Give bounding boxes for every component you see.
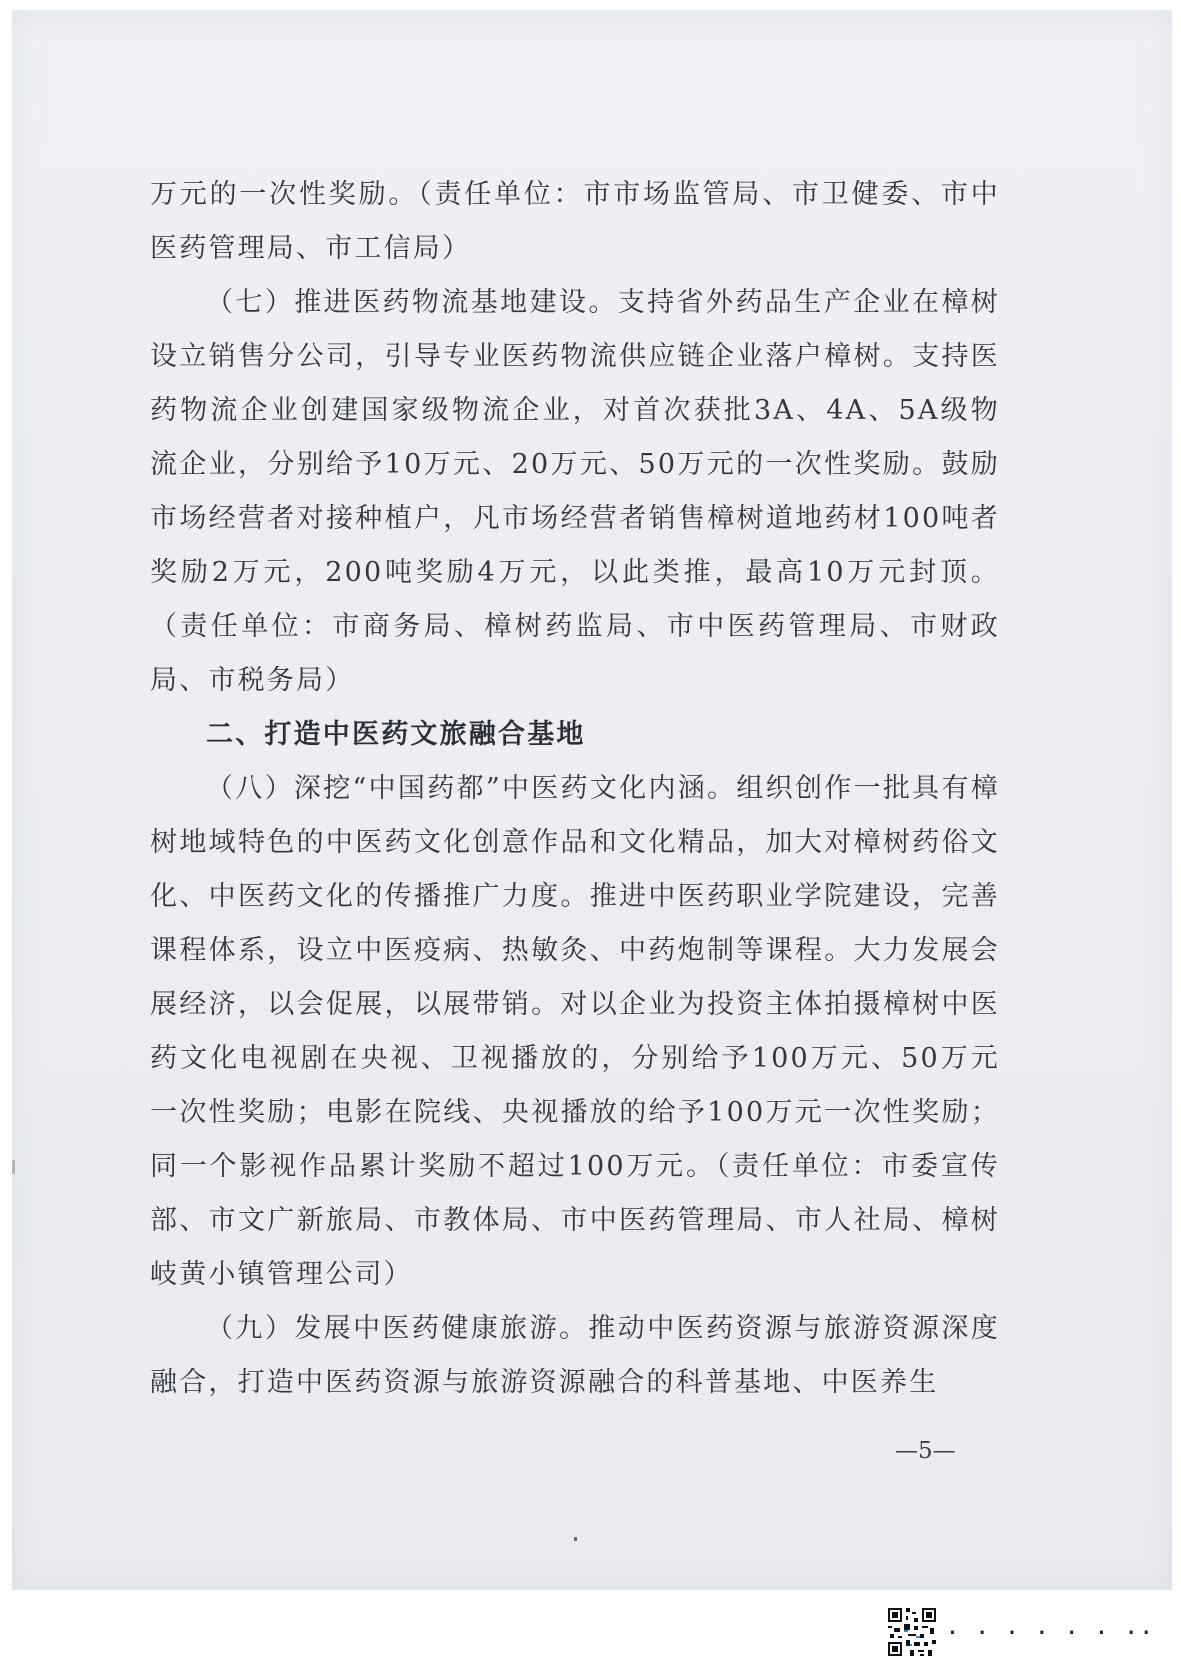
paragraph-item-7: （七）推进医药物流基地建设。支持省外药品生产企业在樟树设立销售分公司，引导专业医药物流供应链企业落户樟树。支持医药物流企业创建国家级物流企业，对首次获批3A、4A、5A级物流企业，分别给予10万元、20万元、50万元的一次性奖励。鼓励市场经营者对接种植户，凡市场经营者销售樟树道地药材100吨者奖励2万元，200吨奖励4万元，以此类推，最高10万元封顶。（责任单位：市商务局、樟树药监局、市中医药管理局、市财政局、市税务局）: [150, 287, 1000, 696]
section-heading-2: 二、打造中医药文旅融合基地: [206, 719, 586, 750]
footer-dots: · · · · · · ··: [948, 1616, 1157, 1649]
paragraph-continuation: 万元的一次性奖励。（责任单位：市市场监管局、市卫健委、市中医药管理局、市工信局）: [150, 179, 1000, 264]
paragraph-item-9: （九）发展中医药健康旅游。推动中医药资源与旅游资源深度融合，打造中医药资源与旅游资源融合的科普基地、中医养生: [150, 1313, 1000, 1398]
document-body: [150, 168, 1000, 1410]
scan-speck: [574, 1537, 577, 1541]
paragraph-item-8: （八）深挖“中国药都”中医药文化内涵。组织创作一批具有樟树地域特色的中医药文化创意作品和文化精品，加大对樟树药俗文化、中医药文化的传播推广力度。推进中医药职业学院建设，完善课程体系，设立中医疫病、热敏灸、中药炮制等课程。大力发展会展经济，以会促展，以展带销。对以企业为投资主体拍摄樟树中医药文化电视剧在央视、卫视播放的，分别给予100万元、50万元一次性奖励；电影在院线、央视播放的给予100万元一次性奖励；同一个影视作品累计奖励不超过100万元。（责任单位：市委宣传部、市文广新旅局、市教体局、市中医药管理局、市人社局、樟树岐黄小镇管理公司）: [150, 773, 1000, 1290]
qr-code-icon: [886, 1606, 938, 1658]
page-number: —5—: [895, 1438, 956, 1464]
scan-edge-mark: [12, 1160, 15, 1174]
